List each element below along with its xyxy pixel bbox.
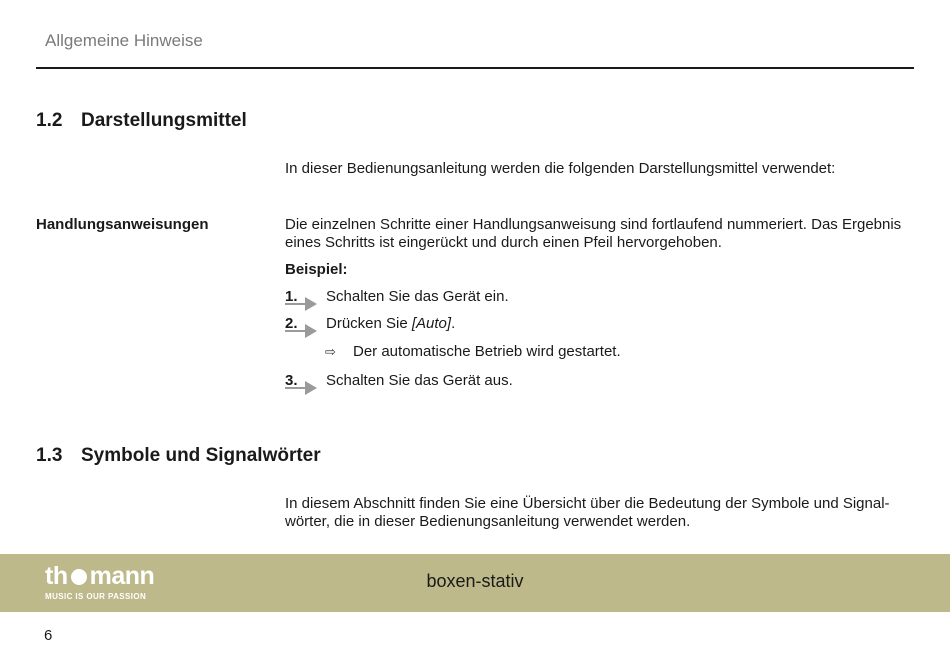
side-label: Handlungsanweisungen	[36, 216, 209, 233]
example-label: Beispiel:	[285, 261, 348, 278]
header-rule	[36, 67, 914, 69]
section-number: 1.2	[36, 110, 63, 131]
paragraph-line: wörter, die in dieser Bedienungsanleitung verwendet werden.	[285, 513, 691, 530]
section-intro: In dieser Bedienungsanleitung werden die folgenden Darstellungsmittel verwendet:	[285, 160, 836, 177]
logo-word-right: mann	[89, 562, 155, 590]
step-text: Schalten Sie das Gerät ein.	[326, 288, 509, 305]
section-heading-1-2	[36, 110, 247, 132]
section-heading-1-3	[36, 445, 321, 467]
logo-tagline: MUSIC IS OUR PASSION	[45, 592, 147, 601]
step-number: 1.	[285, 288, 298, 305]
section-number: 1.3	[36, 445, 63, 466]
step-text	[326, 315, 455, 332]
step-text-prefix: Drücken Sie	[326, 315, 412, 332]
paragraph-line: In diesem Abschnitt finden Sie eine Übersicht über die Bedeutung der Symbole und Signal-	[285, 495, 890, 512]
footer-band	[0, 554, 950, 612]
step-number: 2.	[285, 315, 298, 332]
section-intro	[285, 495, 915, 531]
hollow-arrow-right-icon: ⇨	[325, 344, 336, 359]
page-number: 6	[44, 627, 53, 644]
key-label: [Auto]	[411, 315, 452, 332]
paragraph-line: Die einzelnen Schritte einer Handlungsanweisung sind fortlaufend nummeriert. Das Ergebnis	[285, 216, 902, 233]
result-text: Der automatische Betrieb wird gestartet.	[353, 343, 621, 360]
running-header-title: Allgemeine Hinweise	[45, 31, 203, 50]
logo-word-left: th	[45, 562, 68, 590]
step-text: Schalten Sie das Gerät aus.	[326, 372, 513, 389]
section-title: Symbole und Signalwörter	[81, 445, 321, 466]
step-number: 3.	[285, 372, 298, 389]
section-title: Darstellungsmittel	[81, 110, 247, 131]
step-result	[325, 343, 621, 360]
product-name: boxen-stativ	[426, 571, 524, 591]
step-text-suffix: .	[451, 315, 456, 332]
instruction-paragraph	[285, 216, 915, 252]
paragraph-line: eines Schritts ist eingerückt und durch einen Pfeil hervorgehoben.	[285, 234, 722, 251]
